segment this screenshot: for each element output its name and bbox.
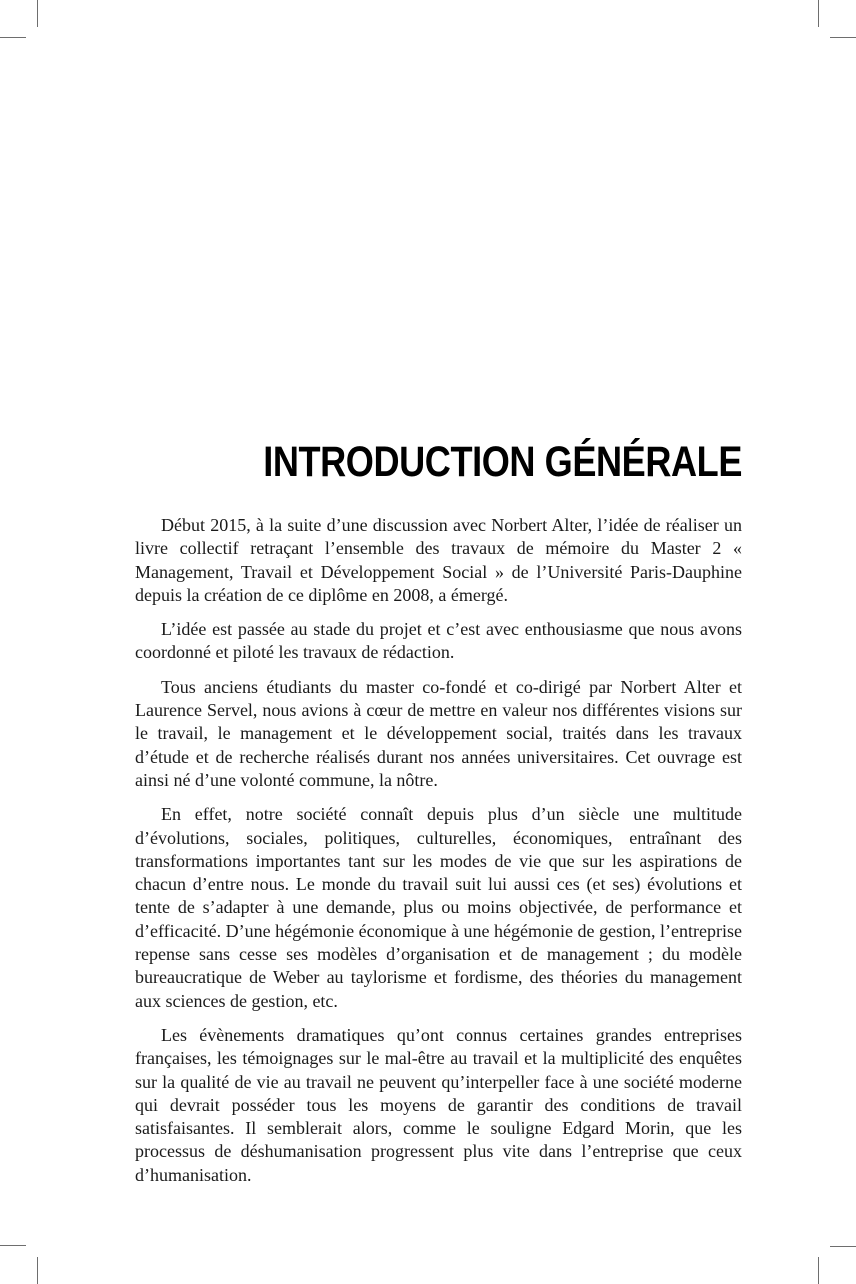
page-content (135, 438, 742, 1198)
paragraph: Tous anciens étudiants du master co-fondé et co-dirigé par Norbert Alter et Laurence Servel, nous avions à cœur de mettre en valeur nos différentes visions sur le travail, le management et le développement social, traités dans les travaux d’étude et de recherche réalisés durant nos années universitaires. Cet ouvrage est ainsi né d’une volonté commune, la nôtre. (135, 676, 742, 790)
chapter-title (135, 438, 742, 486)
crop-mark-bottom-right-horizontal (830, 1246, 856, 1247)
crop-mark-top-right-vertical (818, 0, 819, 27)
paragraph: Début 2015, à la suite d’une discussion avec Norbert Alter, l’idée de réaliser un livre collectif retraçant l’ensemble des travaux de mémoire du Master 2 « Management, Travail et Développement Social » de l’Université Paris-Dauphine depuis la création de ce diplôme en 2008, a émergé. (135, 515, 742, 605)
crop-mark-top-left-vertical (37, 0, 38, 27)
crop-mark-bottom-right-vertical (818, 1257, 819, 1284)
crop-mark-top-left-horizontal (0, 37, 26, 38)
crop-mark-top-right-horizontal (830, 37, 856, 38)
paragraph: L’idée est passée au stade du projet et c’est avec enthousiasme que nous avons coordonné et piloté les travaux de rédaction. (135, 619, 742, 663)
crop-mark-bottom-left-horizontal (0, 1245, 26, 1246)
chapter-title-text: INTRODUCTION GÉNÉRALE (263, 438, 742, 486)
paragraph: En effet, notre société connaît depuis plus d’un siècle une multitude d’évolutions, sociales, politiques, culturelles, économiques, entraînant des transformations importantes tant sur les modes de vie que sur les aspirations de chacun d’entre nous. Le monde du travail suit lui aussi ces (et ses) évolutions et tente de s’adapter à une demande, plus ou moins objectivée, de performance et d’efficacité. D’une hégémonie économique à une hégémonie de gestion, l’entreprise repense sans cesse ses modèles d’organisation et de management ; du modèle bureaucratique de Weber au taylorisme et fordisme, des théories du management aux sciences de gestion, etc. (135, 804, 742, 1011)
crop-mark-bottom-left-vertical (37, 1257, 38, 1284)
paragraph: Les évènements dramatiques qu’ont connus certaines grandes entreprises françaises, les témoignages sur le mal-être au travail et la multiplicité des enquêtes sur la qualité de vie au travail ne peuvent qu’interpeller face à une société moderne qui devrait posséder tous les moyens de garantir des conditions de travail satisfaisantes. Il semblerait alors, comme le souligne Edgard Morin, que les processus de déshumanisation progressent plus vite dans l’entreprise que ceux d’humanisation. (135, 1024, 742, 1185)
